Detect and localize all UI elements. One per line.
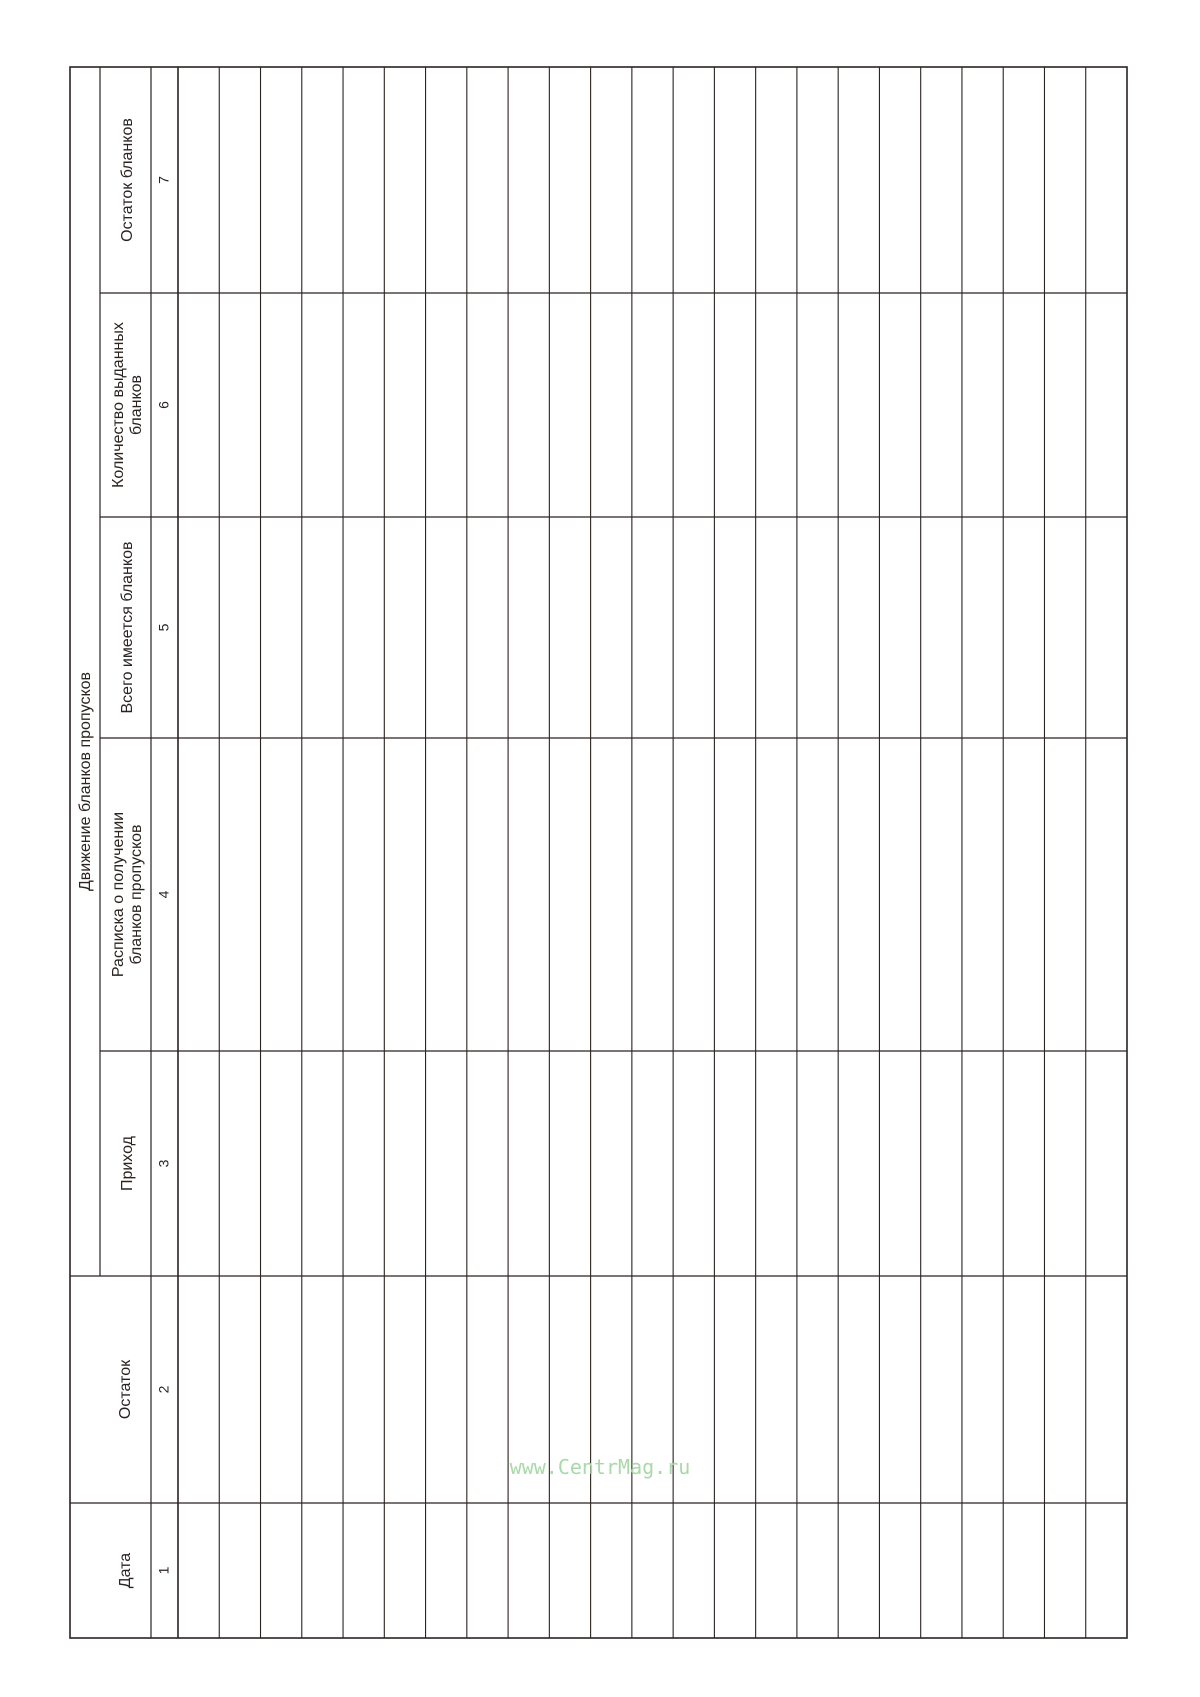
column-number-incoming: 3	[155, 1159, 172, 1168]
column-number-remaining: 7	[155, 176, 172, 184]
column-header-receipt: Расписка о получении	[110, 811, 128, 978]
column-number-balance: 2	[155, 1385, 172, 1394]
group-header-label: Движение бланков пропусков	[77, 671, 95, 892]
column-number-date: 1	[155, 1566, 172, 1575]
table-grid	[70, 67, 1127, 1638]
column-number-total: 5	[155, 623, 172, 632]
column-header-total: Всего имеется бланков	[119, 541, 137, 714]
column-header-remaining: Остаток бланков	[119, 118, 137, 242]
column-header-incoming: Приход	[119, 1135, 137, 1192]
column-number-issued: 6	[155, 401, 172, 409]
column-header-issued: Количество выданных	[110, 322, 128, 488]
column-header-receipt-line2: бланков пропусков	[128, 824, 146, 965]
table-border	[70, 67, 1127, 1638]
column-number-receipt: 4	[155, 890, 172, 899]
column-header-balance: Остаток	[117, 1359, 135, 1420]
column-header-date: Дата	[117, 1552, 135, 1589]
header-labels	[77, 118, 171, 1588]
column-header-issued-line2: бланков	[128, 374, 146, 436]
watermark: www.CentrMag.ru	[509, 1455, 691, 1479]
